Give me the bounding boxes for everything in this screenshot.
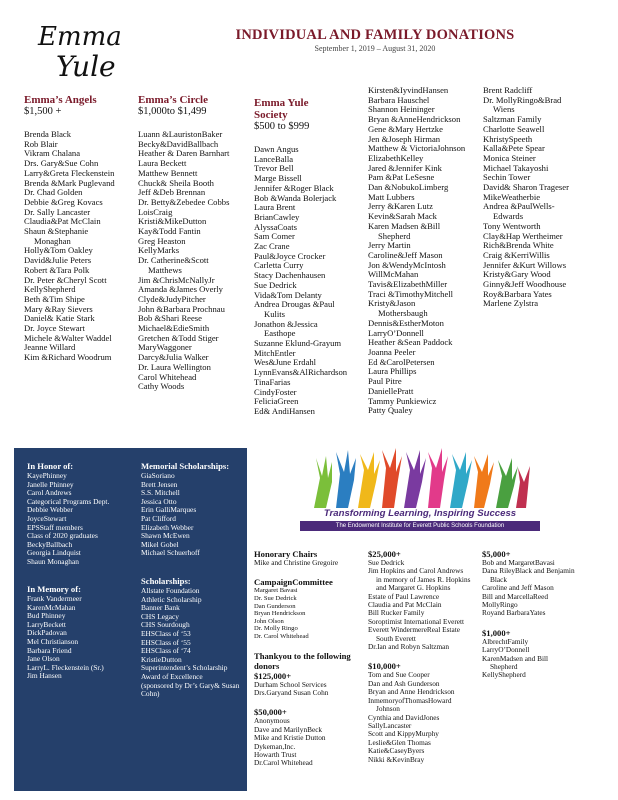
list-item: Debbie Webber xyxy=(27,505,73,515)
donor-name: Jon &WendyMcIntosh xyxy=(368,259,446,270)
list-item: Elizabeth Webber xyxy=(141,522,194,532)
list-item: Banner Bank xyxy=(141,603,180,613)
list-item: Black xyxy=(490,574,508,584)
list-item: Shaun Monaghan xyxy=(27,556,79,566)
donor-name: Laura Beckett xyxy=(138,158,187,169)
list-item: KristieDutton xyxy=(141,654,182,664)
donor-name: John &Barbara Prochnau xyxy=(138,303,225,314)
donor-name: BrianCawley xyxy=(254,211,300,222)
donor-name: WillMcMahan xyxy=(368,269,419,280)
donor-name: Ginny&Jeff Woodhouse xyxy=(483,279,567,290)
donor-name: Shepherd xyxy=(378,230,411,241)
donor-name: Easthope xyxy=(264,328,296,339)
list-item: (sponsored by Dr’s Gary& Susan Cohn) xyxy=(141,680,240,699)
level-amount: $1,000to $1,499 xyxy=(138,106,207,117)
donor-name: Pam &Pat LeSesne xyxy=(368,172,435,183)
donor-name: Jennifer &Kurt Willows xyxy=(483,259,567,270)
donor-column-angels xyxy=(24,94,136,363)
list-item: Johnson xyxy=(376,704,400,714)
list-item: Jim Hopkins and Carol Andrews xyxy=(368,566,464,576)
list-item: Dr. Sue Dedrick xyxy=(254,595,297,602)
donor-name: KellyMarks xyxy=(138,245,180,256)
donor-name: Charlotte Seawell xyxy=(483,123,545,134)
list-item: Dana RileyBlack and Benjamin xyxy=(482,566,575,576)
list-item: Jessica Otto xyxy=(141,496,177,506)
donor-name: Marlene Zylstra xyxy=(483,298,539,309)
donor-name: LanceBalla xyxy=(254,153,294,164)
list-item: BeckyBallbach xyxy=(27,539,73,549)
donor-name: Jeff &Deb Brennan xyxy=(138,187,206,198)
list-item: Katie&CaseyByers xyxy=(368,746,425,756)
list-item: Claudia and Pat McClain xyxy=(368,600,442,610)
campaign-section-right xyxy=(482,549,608,680)
in-honor-list xyxy=(27,472,137,567)
list-item: Sue Dedrick xyxy=(368,558,405,567)
campaign-section-middle xyxy=(368,549,480,764)
donor-name: Sechin Tower xyxy=(483,172,531,183)
list-item: Mike and Kristie Dutton xyxy=(254,733,326,743)
list-item: CHS Sourdough xyxy=(141,620,190,630)
donor-name: Drs. Gary&Sue Cohn xyxy=(24,158,99,169)
donor-name: Shaun &Stephanie xyxy=(24,226,89,237)
donor-name: FeliciaGreen xyxy=(254,396,299,407)
list-item: Jane Olson xyxy=(27,654,60,664)
list-item: Dr.Ian and Robyn Saltzman xyxy=(368,642,450,652)
list-item: Margaret Bavasi xyxy=(254,587,298,595)
donor-name: LoisCraig xyxy=(138,206,173,217)
list-item: KellyShepherd xyxy=(482,670,526,680)
list-item: Frank Vandermeer xyxy=(27,594,82,603)
list-item: Everett WindermereReal Estate xyxy=(368,625,460,635)
gift-125k-list xyxy=(254,681,364,698)
donor-name: Paul Pitre xyxy=(368,376,402,387)
list-item: Carol Andrews xyxy=(27,488,72,498)
gift-5k-list xyxy=(482,559,608,618)
donor-name: Suzanne Eklund-Grayum xyxy=(254,338,342,349)
list-item: S.S. Mitchell xyxy=(141,488,180,498)
donor-name: Patty Qualey xyxy=(368,405,413,416)
list-item: Estate of Paul Lawrence xyxy=(368,591,440,601)
donor-name: Chuck& Sheila Booth xyxy=(138,177,214,188)
donor-name: Joanna Peeler xyxy=(368,346,416,357)
donor-name: Carol Whitehead xyxy=(138,371,197,382)
list-item: Erin GalliMarques xyxy=(141,505,197,515)
donor-column-circle xyxy=(138,94,250,392)
donor-name: Andrea Drougas &Paul xyxy=(254,299,335,310)
committee-title: CampaignCommittee xyxy=(254,577,333,588)
donor-name: Paul&Joyce Crocker xyxy=(254,250,326,261)
list-item: LarryL. Fleckenstein (Sr.) xyxy=(27,662,104,672)
list-item: EHSClass of ‘74 xyxy=(141,646,191,656)
level-title: Emma’s Angels xyxy=(24,94,97,106)
list-item: LarryO’Donnell xyxy=(482,645,530,655)
list-item: Scott and KippyMurphy xyxy=(368,729,439,739)
donor-name: Clyde&JudyPitcher xyxy=(138,293,206,304)
gift-10k-title: $10,000+ xyxy=(368,661,401,672)
gift-5k-title: $5,000+ xyxy=(482,549,511,559)
donor-name: Brenda Black xyxy=(24,129,72,139)
donor-name: Andrea &PaulWells- xyxy=(483,201,555,212)
donor-list xyxy=(368,86,480,416)
list-item: Athletic Scholarship xyxy=(141,594,202,604)
donor-name: Edwards xyxy=(493,211,524,222)
list-item: KarenMcMahan xyxy=(27,602,76,612)
donor-name: Michael&EdieSmith xyxy=(138,323,210,334)
donor-name: Vida&Tom Delanty xyxy=(254,289,322,300)
gift-25k-title: $25,000+ xyxy=(368,549,401,559)
donor-name: Mary &Ray Sievers xyxy=(24,303,93,314)
level-title: Emma Yule Society xyxy=(254,97,309,121)
donor-name: Darcy&Julia Walker xyxy=(138,352,209,363)
chairs-names: Mike and Christine Gregoire xyxy=(254,558,339,567)
donor-name: Kristy&Jason xyxy=(368,298,416,309)
donor-name: Tavis&ElizabethMiller xyxy=(368,279,448,290)
list-item: Dr. Carol Whitehead xyxy=(254,632,309,640)
gift-50k-title: $50,000+ xyxy=(254,707,287,718)
donor-name: Dr. Catherine&Scott xyxy=(138,255,209,266)
list-item: Nikki &KevinBray xyxy=(368,754,425,764)
list-item: Dykeman,Inc. xyxy=(254,741,296,751)
donor-name: Caroline&Jeff Mason xyxy=(368,249,443,260)
donor-name: KellyShepherd xyxy=(24,284,76,295)
list-item: Leslie&Glen Thomas xyxy=(368,737,431,747)
list-item: LarryBeckett xyxy=(27,619,66,629)
list-item: Durham School Services xyxy=(254,679,327,689)
donor-name: Becky&DavidBallbach xyxy=(138,138,219,149)
level-title: Emma’s Circle xyxy=(138,94,208,106)
donor-name: TinaFarias xyxy=(254,376,291,387)
list-item: Jim Hansen xyxy=(27,671,62,681)
thanks-title: Thankyou to the following donors xyxy=(254,650,351,671)
donor-name: Monica Steiner xyxy=(483,152,536,163)
donor-name: Matthews xyxy=(148,264,182,275)
donor-name: Sam Comer xyxy=(254,231,295,242)
donor-name: Brent Radcliff xyxy=(483,85,533,95)
donor-name: Traci &TimothyMitchell xyxy=(368,288,454,299)
donor-name: Mothersbaugh xyxy=(378,308,428,319)
donor-name: Dr. MollyRingo&Brad xyxy=(483,94,562,105)
donor-name: Jerry &Karen Lutz xyxy=(368,201,433,212)
list-item: John Olson xyxy=(254,617,284,625)
donor-name: Dr. Joyce Stewart xyxy=(24,323,85,334)
donor-name: Debbie &Greg Kovacs xyxy=(24,196,103,207)
list-item: Categorical Programs Dept. xyxy=(27,496,110,506)
campaign-section-left xyxy=(254,549,364,768)
memorial-scholarships-list xyxy=(141,472,245,558)
donor-name: Dr. Sally Lancaster xyxy=(24,206,91,217)
donor-name: Sue Dedrick xyxy=(254,279,297,290)
tribute-panel xyxy=(14,448,247,791)
donor-name: Tammy Punkiewicz xyxy=(368,395,437,406)
donor-name: Bob &Wanda Bolerjack xyxy=(254,192,337,203)
donor-name: Stacy Dachenhausen xyxy=(254,270,326,281)
committee-list xyxy=(254,587,364,640)
donor-name: Dr. Peter &Cheryl Scott xyxy=(24,274,107,285)
donor-name: Brenda &Mark Puglevand xyxy=(24,177,115,188)
scholarships-block xyxy=(141,576,245,699)
donor-name: Dennis&EstherMoton xyxy=(368,317,444,328)
list-item: KayePhinney xyxy=(27,471,67,480)
donor-name: LarryO’Donnell xyxy=(368,327,424,338)
list-item: Bill and MarcellaReed xyxy=(482,591,549,601)
donor-name: Trevor Bell xyxy=(254,163,294,174)
donor-name: Dr. Chad Golden xyxy=(24,187,83,198)
donor-name: CindyFoster xyxy=(254,386,297,397)
donor-name: Jim &ChrisMcNallyJr xyxy=(138,274,215,285)
donor-name: Laura Brent xyxy=(254,202,296,213)
donor-name: Barbara Hauschel xyxy=(368,94,430,105)
donor-name: Vikram Chalana xyxy=(24,148,81,159)
level-amount: $500 to $999 xyxy=(254,121,310,132)
donor-name: Kristi&MikeDutton xyxy=(138,216,207,227)
list-item: Brett Jensen xyxy=(141,479,178,489)
donor-name: Carletta Curry xyxy=(254,260,304,271)
memorial-scholarships-title: Memorial Scholarships: xyxy=(141,461,230,471)
donor-column-society-2 xyxy=(368,86,480,416)
donor-name: David&Julie Peters xyxy=(24,255,92,266)
chairs-title: Honorary Chairs xyxy=(254,549,318,559)
donor-name: Daniel& Katie Stark xyxy=(24,313,95,324)
donor-name: Kulits xyxy=(264,308,286,319)
donor-name: David& Sharon Trageser xyxy=(483,182,569,193)
in-memory-block xyxy=(27,584,137,681)
list-item: Dr.Carol Whitehead xyxy=(254,758,313,768)
donor-name: Matthew & VictoriaJohnson xyxy=(368,143,466,154)
list-item: CHS Legacy xyxy=(141,611,179,621)
list-item: Dan Gunderson xyxy=(254,602,296,610)
donor-name: Tony Wentworth xyxy=(483,220,541,231)
donor-name: Monaghan xyxy=(34,235,71,246)
scholarships-list xyxy=(141,587,245,699)
list-item: and Margaret G. Hopkins xyxy=(376,583,451,593)
donor-name: Luann &LauristonBaker xyxy=(138,129,223,139)
foundation-tagline: Transforming Learning, Inspiring Success xyxy=(323,508,517,519)
donor-name: Rich&Brenda White xyxy=(483,240,554,251)
donor-column-society xyxy=(254,97,368,417)
donor-name: Dawn Angus xyxy=(254,144,299,154)
emma-yule-logo xyxy=(30,20,120,88)
donor-name: Marge Bissell xyxy=(254,173,302,184)
list-item: Bryan Hendrickson xyxy=(254,610,306,618)
list-item: South Everett xyxy=(376,633,416,643)
donor-name: Michael Takayoshi xyxy=(483,162,549,173)
donor-name: Gretchen &Todd Stiger xyxy=(138,332,219,343)
donor-name: MaryWaggoner xyxy=(138,342,192,353)
donor-name: KhristySpeeth xyxy=(483,133,533,144)
in-honor-title: In Honor of: xyxy=(27,461,74,471)
donor-name: Gene &Mary Hertzke xyxy=(368,123,443,134)
donor-name: Matthew Bennett xyxy=(138,167,198,178)
memorial-scholarships-block xyxy=(141,461,245,558)
gift-50k-list xyxy=(254,717,364,767)
donor-name: Clay&Hap Wertheimer xyxy=(483,230,563,241)
list-item: SallyLancaster xyxy=(368,720,412,730)
donor-name: Dr. Laura Wellington xyxy=(138,361,211,372)
list-item: MollyRingo xyxy=(482,600,518,610)
donor-name: Jennifer &Roger Black xyxy=(254,182,334,193)
donor-name: Robert &Tara Polk xyxy=(24,264,90,275)
donor-name: Bob &Shari Reese xyxy=(138,313,202,324)
gift-25k-list xyxy=(368,559,480,651)
donor-name: DaniellePratt xyxy=(368,385,414,396)
donor-name: Kevin&Sarah Mack xyxy=(368,211,437,222)
gift-10k-list xyxy=(368,671,480,763)
foundation-banner: The Endowment Institute for Everett Public Schools Foundation xyxy=(300,521,540,531)
donor-name: Ed &CarolPetersen xyxy=(368,356,435,367)
list-item: GiaSoriano xyxy=(141,471,175,480)
list-item: Royand BarbaraYates xyxy=(482,608,546,618)
level-amount: $1,500 + xyxy=(24,106,62,117)
list-item: KarenMadsen and Bill xyxy=(482,653,549,663)
donor-name: Kristy&Gary Wood xyxy=(483,269,551,280)
donor-name: Kirsten&IyvindHansen xyxy=(368,85,449,95)
donor-name: Roy&Barbara Yates xyxy=(483,288,552,299)
list-item: Michael Schuerhoff xyxy=(141,548,200,558)
list-item: Dr. Molly Ringo xyxy=(254,625,298,633)
list-item: Superintendent’s Scholarship Award of Excellence xyxy=(141,663,228,681)
donor-name: Laura Phillips xyxy=(368,366,417,377)
list-item: Bud Phinney xyxy=(27,611,66,621)
list-item: Mikel Gobel xyxy=(141,539,179,549)
list-item: Pat Clifford xyxy=(141,513,176,523)
donor-name: Greg Heaston xyxy=(138,235,186,246)
list-item: AlbrechtFamily xyxy=(482,636,529,646)
list-item: Cynthia and DavidJones xyxy=(368,712,440,722)
list-item: InmemoryofThomasHoward xyxy=(368,695,452,705)
list-item: Allstate Foundation xyxy=(141,586,200,595)
donor-name: Heather & Daren Barnhart xyxy=(138,148,230,159)
donor-name: Wes&June Erdahl xyxy=(254,357,317,368)
donor-name: Beth &Tim Shipe xyxy=(24,293,85,304)
list-item: Dan and Ash Gunderson xyxy=(368,678,440,688)
list-item: Mel Christianson xyxy=(27,636,79,646)
donor-name: Jen &Joseph Hirman xyxy=(368,133,441,144)
scholarships-title: Scholarships: xyxy=(141,576,191,586)
donor-list xyxy=(138,130,250,392)
donor-name: Heather &Sean Paddock xyxy=(368,337,453,348)
donor-name: Kalla&Pete Spear xyxy=(483,143,545,154)
donor-name: Claudia&Pat McClain xyxy=(24,216,101,227)
donor-list xyxy=(254,145,368,417)
donor-name: Saltzman Family xyxy=(483,114,542,125)
donor-name: Ed& AndiHansen xyxy=(254,405,315,416)
donor-name: Zac Crane xyxy=(254,241,290,252)
donor-name: Dan &NobukoLimberg xyxy=(368,182,449,193)
donor-list xyxy=(483,86,611,309)
donor-name: AlyssaCoats xyxy=(254,221,297,232)
in-memory-title: In Memory of: xyxy=(27,584,81,594)
list-item: Tom and Sue Cooper xyxy=(368,670,430,680)
list-item: Shepherd xyxy=(490,662,518,672)
donor-name: Jared &Jennifer Kink xyxy=(368,162,442,173)
list-item: Caroline and Jeff Mason xyxy=(482,583,554,593)
donor-name: Kim &Richard Woodrum xyxy=(24,352,112,363)
donor-name: Karen Madsen &Bill xyxy=(368,220,441,231)
list-item: Barbara Friend xyxy=(27,645,72,655)
donor-list xyxy=(24,130,136,363)
donor-name: MikeWeatherbie xyxy=(483,191,541,202)
list-item: Howarth Trust xyxy=(254,750,297,759)
donor-name: Shannon Heininger xyxy=(368,104,435,115)
list-item: Bryan and Anne Hendrickson xyxy=(368,687,455,697)
donor-name: Cathy Woods xyxy=(138,381,185,392)
donor-name: Dr. Betty&Zebedee Cobbs xyxy=(138,196,230,207)
list-item: JoyceStewart xyxy=(27,513,67,523)
donor-name: Bryan &AnneHendrickson xyxy=(368,114,461,125)
list-item: DickPadovan xyxy=(27,628,67,638)
donor-name: Craig &KerriWillis xyxy=(483,249,550,260)
donor-name: MitchEntler xyxy=(254,347,296,358)
list-item: EHSClass of ‘55 xyxy=(141,637,191,647)
gift-125k-title: $125,000+ xyxy=(254,670,292,681)
list-item: Bob and MargaretBavasi xyxy=(482,558,555,567)
donor-name: Matt Lubbers xyxy=(368,191,415,202)
gift-1k-title: $1,000+ xyxy=(482,627,511,638)
donor-name: LynnEvans&AlRichardson xyxy=(254,367,348,378)
page-title: INDIVIDUAL AND FAMILY DONATIONS xyxy=(235,27,515,43)
donor-name: ElizabethKelley xyxy=(368,152,424,163)
donor-name: Wiens xyxy=(493,104,515,115)
hands-logo-icon xyxy=(306,448,536,512)
list-item: EPSStaff members xyxy=(27,522,83,532)
donor-name: Larry&Greta Fleckenstein xyxy=(24,167,115,178)
list-item: Janelle Phinney xyxy=(27,479,74,489)
gift-1k-list xyxy=(482,638,608,680)
in-memory-list xyxy=(27,595,137,681)
logo-line1: Emma xyxy=(38,22,122,52)
in-honor-block xyxy=(27,461,137,567)
list-item: Anonymous xyxy=(254,716,290,726)
list-item: Soroptimist International Everett xyxy=(368,616,465,626)
list-item: Drs.Garyand Susan Cohn xyxy=(254,687,329,697)
donor-name: Kay&Todd Fantin xyxy=(138,226,201,237)
donor-column-society-3 xyxy=(483,86,611,309)
list-item: Class of 2020 graduates xyxy=(27,531,98,541)
donor-name: Holly&Tom Oakley xyxy=(24,245,93,256)
list-item: Dave and MarilynBeck xyxy=(254,724,323,734)
list-item: Georgia Lindquist xyxy=(27,548,81,558)
logo-line2: Yule xyxy=(56,50,116,83)
list-item: Bill Rucker Family xyxy=(368,608,425,618)
donor-name: Amanda &James Overly xyxy=(138,284,223,295)
donor-name: Jeanne Willard xyxy=(24,342,76,353)
donor-name: Jerry Martin xyxy=(368,240,411,251)
page-subtitle: September 1, 2019 – August 31, 2020 xyxy=(314,44,436,53)
donor-name: Jonathon &Jessica xyxy=(254,318,318,329)
list-item: Shawn McEwen xyxy=(141,531,190,541)
donor-name: Michele &Walter Waddel xyxy=(24,332,112,343)
list-item: in memory of James R. Hopkins xyxy=(376,574,471,584)
donor-name: Rob Blair xyxy=(24,138,58,149)
list-item: EHSClass of ‘53 xyxy=(141,628,191,638)
